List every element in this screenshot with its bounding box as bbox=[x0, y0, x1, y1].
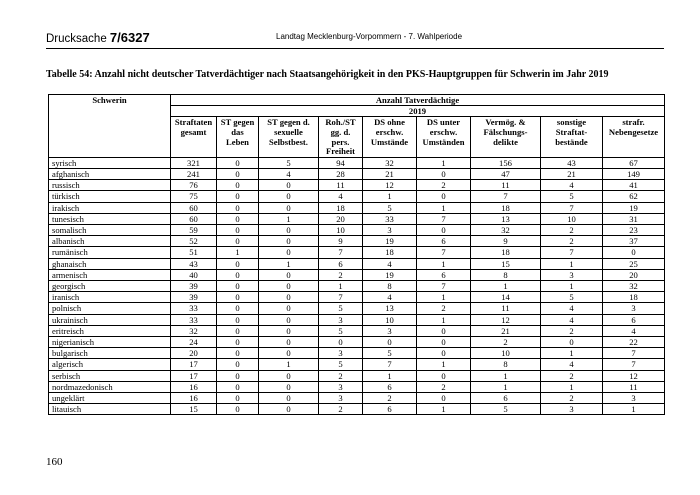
value-cell: 18 bbox=[471, 247, 541, 258]
value-cell: 1 bbox=[363, 370, 417, 381]
value-cell: 1 bbox=[417, 202, 471, 213]
nationality-cell: georgisch bbox=[49, 281, 171, 292]
value-cell: 7 bbox=[319, 247, 363, 258]
table-row bbox=[49, 180, 665, 191]
value-cell: 0 bbox=[217, 404, 259, 415]
value-cell: 149 bbox=[603, 168, 665, 179]
value-cell: 1 bbox=[417, 258, 471, 269]
table-caption: Tabelle 54: Anzahl nicht deutscher Tatverdächtiger nach Staatsangehörigkeit in den PKS-Hauptgruppen für Schwerin im Jahr 2019 bbox=[46, 69, 609, 80]
value-cell: 67 bbox=[603, 157, 665, 168]
column-header: Straftaten gesamt bbox=[171, 117, 217, 157]
value-cell: 2 bbox=[319, 269, 363, 280]
value-cell: 4 bbox=[541, 314, 603, 325]
value-cell: 13 bbox=[363, 303, 417, 314]
table-row bbox=[49, 359, 665, 370]
value-cell: 12 bbox=[471, 314, 541, 325]
value-cell: 0 bbox=[217, 168, 259, 179]
value-cell: 156 bbox=[471, 157, 541, 168]
nationality-cell: armenisch bbox=[49, 269, 171, 280]
value-cell: 6 bbox=[319, 258, 363, 269]
nationality-cell: bulgarisch bbox=[49, 348, 171, 359]
value-cell: 0 bbox=[217, 180, 259, 191]
value-cell: 12 bbox=[363, 180, 417, 191]
value-cell: 11 bbox=[471, 180, 541, 191]
table-row bbox=[49, 337, 665, 348]
value-cell: 1 bbox=[541, 258, 603, 269]
value-cell: 0 bbox=[259, 281, 319, 292]
value-cell: 0 bbox=[259, 292, 319, 303]
value-cell: 0 bbox=[417, 348, 471, 359]
value-cell: 7 bbox=[471, 191, 541, 202]
nationality-cell: algerisch bbox=[49, 359, 171, 370]
value-cell: 5 bbox=[471, 404, 541, 415]
value-cell: 0 bbox=[217, 325, 259, 336]
column-header: sonstige Straftat-bestände bbox=[541, 117, 603, 157]
value-cell: 17 bbox=[171, 359, 217, 370]
value-cell: 7 bbox=[541, 202, 603, 213]
value-cell: 17 bbox=[171, 370, 217, 381]
value-cell: 23 bbox=[603, 225, 665, 236]
value-cell: 24 bbox=[171, 337, 217, 348]
value-cell: 0 bbox=[259, 303, 319, 314]
value-cell: 3 bbox=[363, 325, 417, 336]
doc-number: 7/6327 bbox=[109, 30, 150, 45]
value-cell: 1 bbox=[259, 213, 319, 224]
value-cell: 5 bbox=[319, 303, 363, 314]
nationality-cell: serbisch bbox=[49, 370, 171, 381]
nationality-cell: nigerianisch bbox=[49, 337, 171, 348]
value-cell: 0 bbox=[217, 393, 259, 404]
value-cell: 3 bbox=[603, 303, 665, 314]
value-cell: 8 bbox=[363, 281, 417, 292]
value-cell: 7 bbox=[541, 247, 603, 258]
value-cell: 3 bbox=[603, 393, 665, 404]
table-row bbox=[49, 191, 665, 202]
value-cell: 1 bbox=[471, 370, 541, 381]
value-cell: 21 bbox=[541, 168, 603, 179]
value-cell: 11 bbox=[471, 303, 541, 314]
table-row bbox=[49, 303, 665, 314]
value-cell: 18 bbox=[603, 292, 665, 303]
value-cell: 0 bbox=[217, 258, 259, 269]
value-cell: 4 bbox=[541, 180, 603, 191]
column-header: ST gegen d. sexuelle Selbstbest. bbox=[259, 117, 319, 157]
value-cell: 20 bbox=[171, 348, 217, 359]
value-cell: 0 bbox=[217, 202, 259, 213]
nationality-cell: rumänisch bbox=[49, 247, 171, 258]
value-cell: 19 bbox=[603, 202, 665, 213]
value-cell: 1 bbox=[417, 404, 471, 415]
value-cell: 6 bbox=[471, 393, 541, 404]
value-cell: 0 bbox=[259, 370, 319, 381]
value-cell: 15 bbox=[471, 258, 541, 269]
value-cell: 43 bbox=[541, 157, 603, 168]
value-cell: 40 bbox=[171, 269, 217, 280]
value-cell: 14 bbox=[471, 292, 541, 303]
nationality-cell: eritreisch bbox=[49, 325, 171, 336]
nationality-cell: russisch bbox=[49, 180, 171, 191]
value-cell: 60 bbox=[171, 202, 217, 213]
value-cell: 18 bbox=[471, 202, 541, 213]
value-cell: 0 bbox=[417, 337, 471, 348]
value-cell: 43 bbox=[171, 258, 217, 269]
table-row bbox=[49, 281, 665, 292]
value-cell: 0 bbox=[217, 303, 259, 314]
value-cell: 0 bbox=[417, 225, 471, 236]
nationality-cell: ungeklärt bbox=[49, 393, 171, 404]
value-cell: 75 bbox=[171, 191, 217, 202]
value-cell: 51 bbox=[171, 247, 217, 258]
value-cell: 62 bbox=[603, 191, 665, 202]
value-cell: 25 bbox=[603, 258, 665, 269]
value-cell: 0 bbox=[217, 269, 259, 280]
value-cell: 0 bbox=[217, 370, 259, 381]
value-cell: 1 bbox=[541, 348, 603, 359]
value-cell: 47 bbox=[471, 168, 541, 179]
value-cell: 0 bbox=[259, 225, 319, 236]
value-cell: 10 bbox=[541, 213, 603, 224]
value-cell: 321 bbox=[171, 157, 217, 168]
value-cell: 2 bbox=[319, 404, 363, 415]
value-cell: 7 bbox=[319, 292, 363, 303]
value-cell: 0 bbox=[217, 225, 259, 236]
nationality-cell: syrisch bbox=[49, 157, 171, 168]
table-row bbox=[49, 314, 665, 325]
value-cell: 20 bbox=[319, 213, 363, 224]
value-cell: 0 bbox=[217, 213, 259, 224]
value-cell: 21 bbox=[363, 168, 417, 179]
value-cell: 0 bbox=[417, 191, 471, 202]
value-cell: 1 bbox=[417, 314, 471, 325]
nationality-cell: somalisch bbox=[49, 225, 171, 236]
value-cell: 31 bbox=[603, 213, 665, 224]
group-header: Anzahl Tatverdächtige bbox=[171, 95, 665, 106]
value-cell: 1 bbox=[417, 292, 471, 303]
value-cell: 6 bbox=[363, 381, 417, 392]
value-cell: 6 bbox=[417, 236, 471, 247]
value-cell: 1 bbox=[471, 381, 541, 392]
value-cell: 18 bbox=[363, 247, 417, 258]
value-cell: 0 bbox=[259, 393, 319, 404]
data-table bbox=[48, 94, 665, 415]
value-cell: 1 bbox=[417, 157, 471, 168]
value-cell: 7 bbox=[603, 359, 665, 370]
doc-label: Drucksache bbox=[46, 33, 107, 45]
table-row bbox=[49, 348, 665, 359]
value-cell: 11 bbox=[319, 180, 363, 191]
column-header: DS ohne erschw. Umstände bbox=[363, 117, 417, 157]
value-cell: 13 bbox=[471, 213, 541, 224]
table-row bbox=[49, 269, 665, 280]
nationality-cell: polnisch bbox=[49, 303, 171, 314]
value-cell: 9 bbox=[471, 236, 541, 247]
value-cell: 2 bbox=[471, 337, 541, 348]
value-cell: 7 bbox=[417, 213, 471, 224]
year-header: 2019 bbox=[171, 106, 665, 117]
value-cell: 6 bbox=[417, 269, 471, 280]
value-cell: 0 bbox=[363, 337, 417, 348]
value-cell: 8 bbox=[471, 269, 541, 280]
value-cell: 2 bbox=[417, 381, 471, 392]
value-cell: 0 bbox=[259, 247, 319, 258]
table-row bbox=[49, 292, 665, 303]
value-cell: 4 bbox=[259, 168, 319, 179]
value-cell: 33 bbox=[363, 213, 417, 224]
page-number: 160 bbox=[46, 456, 63, 468]
value-cell: 11 bbox=[603, 381, 665, 392]
value-cell: 7 bbox=[363, 359, 417, 370]
value-cell: 2 bbox=[541, 370, 603, 381]
column-header: strafr. Nebengesetze bbox=[603, 117, 665, 157]
value-cell: 0 bbox=[217, 157, 259, 168]
value-cell: 6 bbox=[603, 314, 665, 325]
value-cell: 1 bbox=[417, 359, 471, 370]
value-cell: 16 bbox=[171, 381, 217, 392]
value-cell: 0 bbox=[259, 348, 319, 359]
value-cell: 33 bbox=[171, 303, 217, 314]
value-cell: 10 bbox=[319, 225, 363, 236]
value-cell: 2 bbox=[541, 236, 603, 247]
value-cell: 7 bbox=[417, 281, 471, 292]
table-body bbox=[49, 157, 665, 415]
table-row bbox=[49, 258, 665, 269]
value-cell: 60 bbox=[171, 213, 217, 224]
table-row bbox=[49, 393, 665, 404]
value-cell: 0 bbox=[259, 325, 319, 336]
document-number bbox=[46, 30, 150, 45]
value-cell: 0 bbox=[259, 191, 319, 202]
value-cell: 0 bbox=[603, 247, 665, 258]
column-header: DS unter erschw. Umständen bbox=[417, 117, 471, 157]
value-cell: 1 bbox=[541, 281, 603, 292]
region-header: Schwerin bbox=[49, 95, 171, 158]
value-cell: 0 bbox=[259, 337, 319, 348]
value-cell: 0 bbox=[259, 269, 319, 280]
value-cell: 9 bbox=[319, 236, 363, 247]
value-cell: 0 bbox=[217, 359, 259, 370]
value-cell: 0 bbox=[417, 370, 471, 381]
value-cell: 16 bbox=[171, 393, 217, 404]
value-cell: 2 bbox=[319, 370, 363, 381]
nationality-cell: tunesisch bbox=[49, 213, 171, 224]
value-cell: 3 bbox=[363, 225, 417, 236]
column-header: Vermög. & Fälschungs-delikte bbox=[471, 117, 541, 157]
value-cell: 4 bbox=[363, 258, 417, 269]
header-center-text: Landtag Mecklenburg-Vorpommern - 7. Wahlperiode bbox=[276, 32, 463, 41]
value-cell: 32 bbox=[471, 225, 541, 236]
value-cell: 5 bbox=[259, 157, 319, 168]
value-cell: 0 bbox=[259, 404, 319, 415]
value-cell: 0 bbox=[217, 281, 259, 292]
value-cell: 0 bbox=[217, 348, 259, 359]
value-cell: 3 bbox=[319, 381, 363, 392]
value-cell: 1 bbox=[259, 359, 319, 370]
nationality-cell: türkisch bbox=[49, 191, 171, 202]
table-row bbox=[49, 381, 665, 392]
value-cell: 32 bbox=[603, 281, 665, 292]
value-cell: 39 bbox=[171, 281, 217, 292]
value-cell: 3 bbox=[319, 314, 363, 325]
value-cell: 0 bbox=[541, 337, 603, 348]
table-row bbox=[49, 213, 665, 224]
value-cell: 5 bbox=[541, 191, 603, 202]
table-row bbox=[49, 325, 665, 336]
value-cell: 2 bbox=[363, 393, 417, 404]
value-cell: 2 bbox=[541, 393, 603, 404]
column-header: ST gegen das Leben bbox=[217, 117, 259, 157]
value-cell: 3 bbox=[541, 404, 603, 415]
value-cell: 94 bbox=[319, 157, 363, 168]
value-cell: 32 bbox=[363, 157, 417, 168]
nationality-cell: albanisch bbox=[49, 236, 171, 247]
value-cell: 1 bbox=[319, 281, 363, 292]
value-cell: 0 bbox=[217, 236, 259, 247]
value-cell: 2 bbox=[541, 325, 603, 336]
value-cell: 18 bbox=[319, 202, 363, 213]
value-cell: 0 bbox=[417, 325, 471, 336]
value-cell: 0 bbox=[217, 191, 259, 202]
table-row bbox=[49, 225, 665, 236]
header-divider bbox=[46, 48, 664, 49]
nationality-cell: iranisch bbox=[49, 292, 171, 303]
value-cell: 0 bbox=[217, 381, 259, 392]
value-cell: 0 bbox=[259, 180, 319, 191]
value-cell: 0 bbox=[319, 337, 363, 348]
value-cell: 4 bbox=[319, 191, 363, 202]
value-cell: 0 bbox=[259, 381, 319, 392]
value-cell: 19 bbox=[363, 236, 417, 247]
value-cell: 4 bbox=[541, 303, 603, 314]
value-cell: 37 bbox=[603, 236, 665, 247]
value-cell: 4 bbox=[363, 292, 417, 303]
value-cell: 0 bbox=[259, 236, 319, 247]
value-cell: 8 bbox=[471, 359, 541, 370]
value-cell: 0 bbox=[217, 337, 259, 348]
table-row bbox=[49, 236, 665, 247]
value-cell: 21 bbox=[471, 325, 541, 336]
table-row bbox=[49, 247, 665, 258]
value-cell: 3 bbox=[319, 348, 363, 359]
value-cell: 5 bbox=[319, 359, 363, 370]
value-cell: 7 bbox=[417, 247, 471, 258]
value-cell: 32 bbox=[171, 325, 217, 336]
nationality-cell: litauisch bbox=[49, 404, 171, 415]
value-cell: 0 bbox=[417, 393, 471, 404]
table-row bbox=[49, 157, 665, 168]
value-cell: 5 bbox=[363, 348, 417, 359]
value-cell: 1 bbox=[217, 247, 259, 258]
nationality-cell: nordmazedonisch bbox=[49, 381, 171, 392]
value-cell: 5 bbox=[541, 292, 603, 303]
nationality-cell: ghanaisch bbox=[49, 258, 171, 269]
value-cell: 0 bbox=[217, 292, 259, 303]
table-row bbox=[49, 168, 665, 179]
value-cell: 20 bbox=[603, 269, 665, 280]
value-cell: 22 bbox=[603, 337, 665, 348]
value-cell: 0 bbox=[259, 314, 319, 325]
value-cell: 59 bbox=[171, 225, 217, 236]
nationality-cell: afghanisch bbox=[49, 168, 171, 179]
value-cell: 4 bbox=[541, 359, 603, 370]
value-cell: 3 bbox=[319, 393, 363, 404]
value-cell: 6 bbox=[363, 404, 417, 415]
value-cell: 2 bbox=[417, 180, 471, 191]
value-cell: 2 bbox=[417, 303, 471, 314]
value-cell: 0 bbox=[417, 168, 471, 179]
value-cell: 1 bbox=[541, 381, 603, 392]
table-row bbox=[49, 370, 665, 381]
value-cell: 1 bbox=[363, 191, 417, 202]
value-cell: 241 bbox=[171, 168, 217, 179]
value-cell: 5 bbox=[319, 325, 363, 336]
value-cell: 28 bbox=[319, 168, 363, 179]
value-cell: 12 bbox=[603, 370, 665, 381]
value-cell: 4 bbox=[603, 325, 665, 336]
value-cell: 0 bbox=[217, 314, 259, 325]
value-cell: 39 bbox=[171, 292, 217, 303]
value-cell: 0 bbox=[259, 202, 319, 213]
table-row bbox=[49, 404, 665, 415]
value-cell: 2 bbox=[541, 225, 603, 236]
value-cell: 41 bbox=[603, 180, 665, 191]
value-cell: 76 bbox=[171, 180, 217, 191]
value-cell: 1 bbox=[603, 404, 665, 415]
value-cell: 5 bbox=[363, 202, 417, 213]
column-header: Roh./ST gg. d. pers. Freiheit bbox=[319, 117, 363, 157]
nationality-cell: irakisch bbox=[49, 202, 171, 213]
value-cell: 15 bbox=[171, 404, 217, 415]
value-cell: 1 bbox=[471, 281, 541, 292]
value-cell: 33 bbox=[171, 314, 217, 325]
nationality-cell: ukrainisch bbox=[49, 314, 171, 325]
value-cell: 52 bbox=[171, 236, 217, 247]
table-row bbox=[49, 202, 665, 213]
value-cell: 7 bbox=[603, 348, 665, 359]
value-cell: 19 bbox=[363, 269, 417, 280]
value-cell: 10 bbox=[363, 314, 417, 325]
value-cell: 3 bbox=[541, 269, 603, 280]
value-cell: 1 bbox=[259, 258, 319, 269]
value-cell: 10 bbox=[471, 348, 541, 359]
